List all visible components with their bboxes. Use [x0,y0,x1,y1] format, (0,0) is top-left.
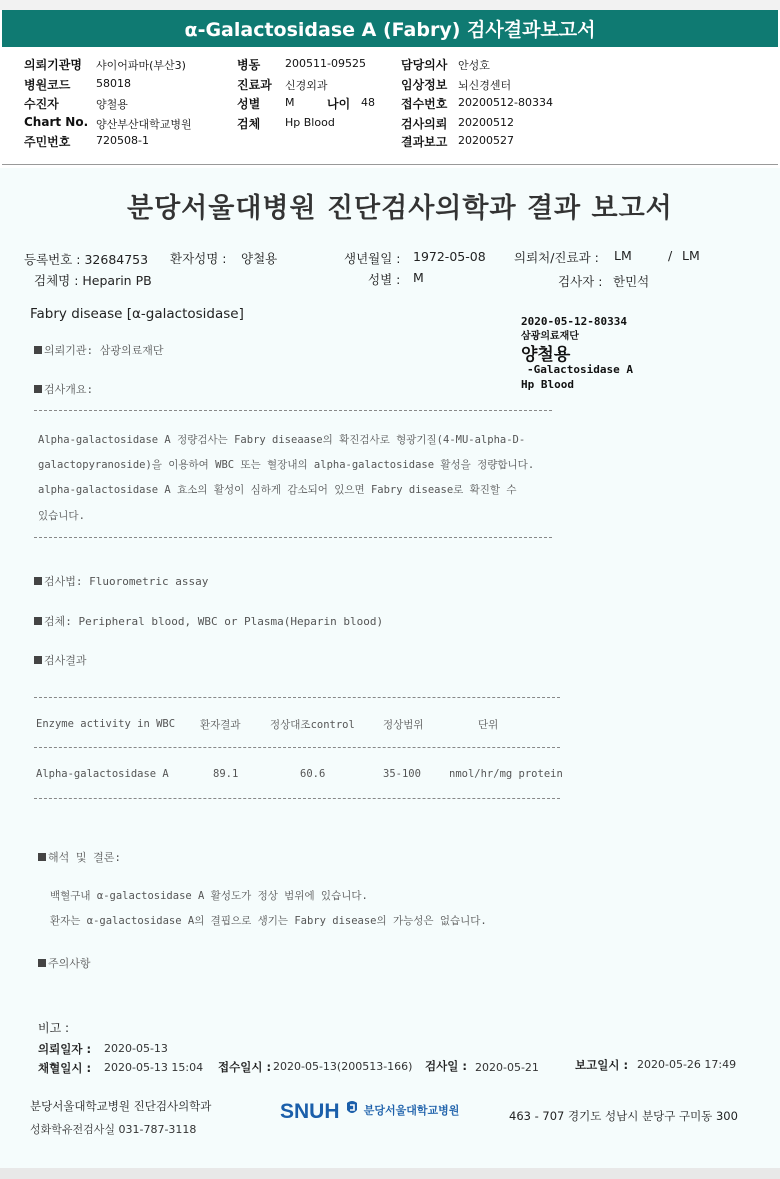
tester-label: 검사자 : [558,274,603,289]
info-value-specimen: Hp Blood [285,116,335,129]
info-label-chart-no: Chart No. [24,115,89,129]
patient-name-label: 환자성명 : [170,251,227,266]
bullet-square [38,853,46,861]
draw-time: 2020-05-13 15:04 [104,1061,204,1074]
bullet-square [34,656,42,664]
dept-value-2: LM [682,248,700,263]
report-title: 분당서울대병원 진단검사의학과 결과 보고서 [127,193,673,224]
stamp-specimen: Hp Blood [521,378,574,391]
remark-label: 비고 : [38,1021,70,1035]
overview-line: Alpha-galactosidase A 정량검사는 Fabry diseaase의 확진검사로 형광기질(4-MU-alpha-D- [38,434,526,446]
dob-value: 1972-05-08 [413,249,486,264]
info-label-hospital-code: 병원코드 [24,78,71,92]
dashed-rule [34,537,552,538]
institution-line: 의뢰기관: 삼광의료재단 [34,342,164,358]
banner-title: α-Galactosidase A (Fabry) 검사결과보고서 [184,19,596,41]
info-value-resident-no: 720508-1 [96,134,149,147]
sex-label: 성별 : [368,272,401,287]
table-cell-control: 60.6 [300,768,326,780]
bullet-square [38,959,46,967]
interpretation-line: 환자는 α-galactosidase A의 결핍으로 생기는 Fabry disease의 가능성은 없습니다. [50,915,487,927]
interpretation-heading: 해석 및 결론: [38,849,121,865]
stamp-test: -Galactosidase A [527,363,633,376]
table-header-enzyme: Enzyme activity in WBC [36,718,176,730]
info-value-sex: M [285,96,295,109]
info-value-report-date: 20200527 [458,134,514,147]
overview-line: alpha-galactosidase A 효소의 활성이 심하게 감소되어 있으면 Fabry disease로 확진할 수 [38,484,517,496]
info-label-report-date: 결과보고 [401,135,448,149]
table-cell-analyte: Alpha-galactosidase A [36,768,169,780]
footer-organization: 분당서울대학교병원 진단검사의학과 [30,1099,212,1113]
info-label-patient: 수진자 [24,97,59,111]
bullet-square [34,346,42,354]
info-label-ward: 병동 [237,58,261,72]
table-cell-patient-result: 89.1 [213,768,239,780]
overview-line: 있습니다. [38,510,85,522]
info-label-resident-no: 주민번호 [24,135,71,149]
info-label-sex: 성별 [237,97,261,111]
bullet-square [34,577,42,585]
info-value-doctor: 안성호 [458,59,490,72]
patient-name: 양철용 [241,251,278,266]
info-label-institution: 의뢰기관명 [24,58,82,72]
request-info-panel [0,56,780,154]
info-value-institution: 샤이어파마(부산3) [96,59,186,72]
snuh-logo [280,1100,459,1124]
logo-emblem-icon [345,1100,359,1116]
info-label-doctor: 담당의사 [401,58,448,72]
caution-heading: 주의사항 [38,955,91,971]
report-time-label: 보고일시 : [575,1058,629,1072]
dob-label: 생년월일 : [344,251,401,266]
info-label-age: 나이 [327,97,351,111]
receipt-time: 2020-05-13(200513-166) [273,1060,413,1073]
info-value-clinical: 뇌신경센터 [458,79,512,92]
footer-phone: 성화학유전검사실 031-787-3118 [30,1123,197,1136]
bullet-square [34,617,42,625]
stamp-patient: 양철용 [521,345,571,365]
top-strip [0,0,780,10]
stamp-accession: 2020-05-12-80334 [521,315,627,328]
dept-separator: / [668,248,673,263]
info-label-clinical: 임상정보 [401,78,448,92]
logo-hospital-name: 분당서울대학교병원 [363,1105,460,1117]
dashed-rule [34,747,560,748]
bullet-square [34,385,42,393]
overview-line: galactopyranoside)을 이용하여 WBC 또는 혈장내의 alpha-galactosidase 활성을 정량합니다. [38,459,535,471]
receipt-time-label: 접수일시 : [218,1060,272,1074]
tester-name: 한민석 [613,274,650,289]
table-header-unit: 단위 [478,719,499,731]
table-header-patient: 환자결과 [200,719,241,731]
info-value-receipt-no: 20200512-80334 [458,96,553,109]
report-banner [2,10,778,47]
sample-line: 검체: Peripheral blood, WBC or Plasma(Heparin blood) [34,613,383,629]
overview-heading: 검사개요: [34,381,93,397]
dept-label: 의뢰처/진료과 : [514,250,599,265]
table-cell-range: 35-100 [383,768,421,780]
info-label-request-date: 검사의뢰 [401,117,448,131]
table-header-control: 정상대조control [270,719,355,731]
info-label-receipt-no: 접수번호 [401,97,448,111]
info-label-department: 진료과 [237,78,272,92]
footer-address: 463 - 707 경기도 성남시 분당구 구미동 300 [509,1109,738,1123]
info-value-chart-no: 양산부산대학교병원 [96,118,192,131]
info-value-ward: 200511-09525 [285,57,366,70]
divider [2,164,778,165]
interpretation-line: 백혈구내 α-galactosidase A 활성도가 정상 범위에 있습니다. [50,890,368,902]
request-date-label: 의뢰일자 : [38,1042,92,1056]
scanned-report [0,168,780,1168]
info-value-age: 48 [361,96,375,109]
bottom-strip [0,1168,780,1179]
dept-value-1: LM [614,248,632,263]
logo-wordmark: SNUH [280,1100,340,1123]
test-date-label: 검사일 : [425,1059,467,1073]
result-heading: 검사결과 [34,652,87,668]
stamp-lab: 삼광의료재단 [521,331,579,342]
draw-time-label: 채혈일시 : [38,1061,92,1075]
info-label-specimen: 검체 [237,117,261,131]
dashed-rule [34,410,552,411]
method-line: 검사법: Fluorometric assay [34,573,208,589]
dashed-rule [34,697,560,698]
specimen-name: 검체명 : Heparin PB [34,273,152,288]
table-cell-unit: nmol/hr/mg protein [449,768,563,780]
test-name: Fabry disease [α-galactosidase] [30,306,244,322]
info-value-department: 신경외과 [285,79,328,92]
test-date: 2020-05-21 [475,1061,539,1074]
request-date: 2020-05-13 [104,1042,168,1055]
dashed-rule [34,798,560,799]
registration-number: 등록번호 : 32684753 [24,252,149,267]
info-value-request-date: 20200512 [458,116,514,129]
table-header-range: 정상범위 [383,719,424,731]
report-time: 2020-05-26 17:49 [637,1058,737,1071]
info-value-hospital-code: 58018 [96,77,131,90]
sex-value: M [413,270,424,285]
info-value-patient: 양철용 [96,98,128,111]
